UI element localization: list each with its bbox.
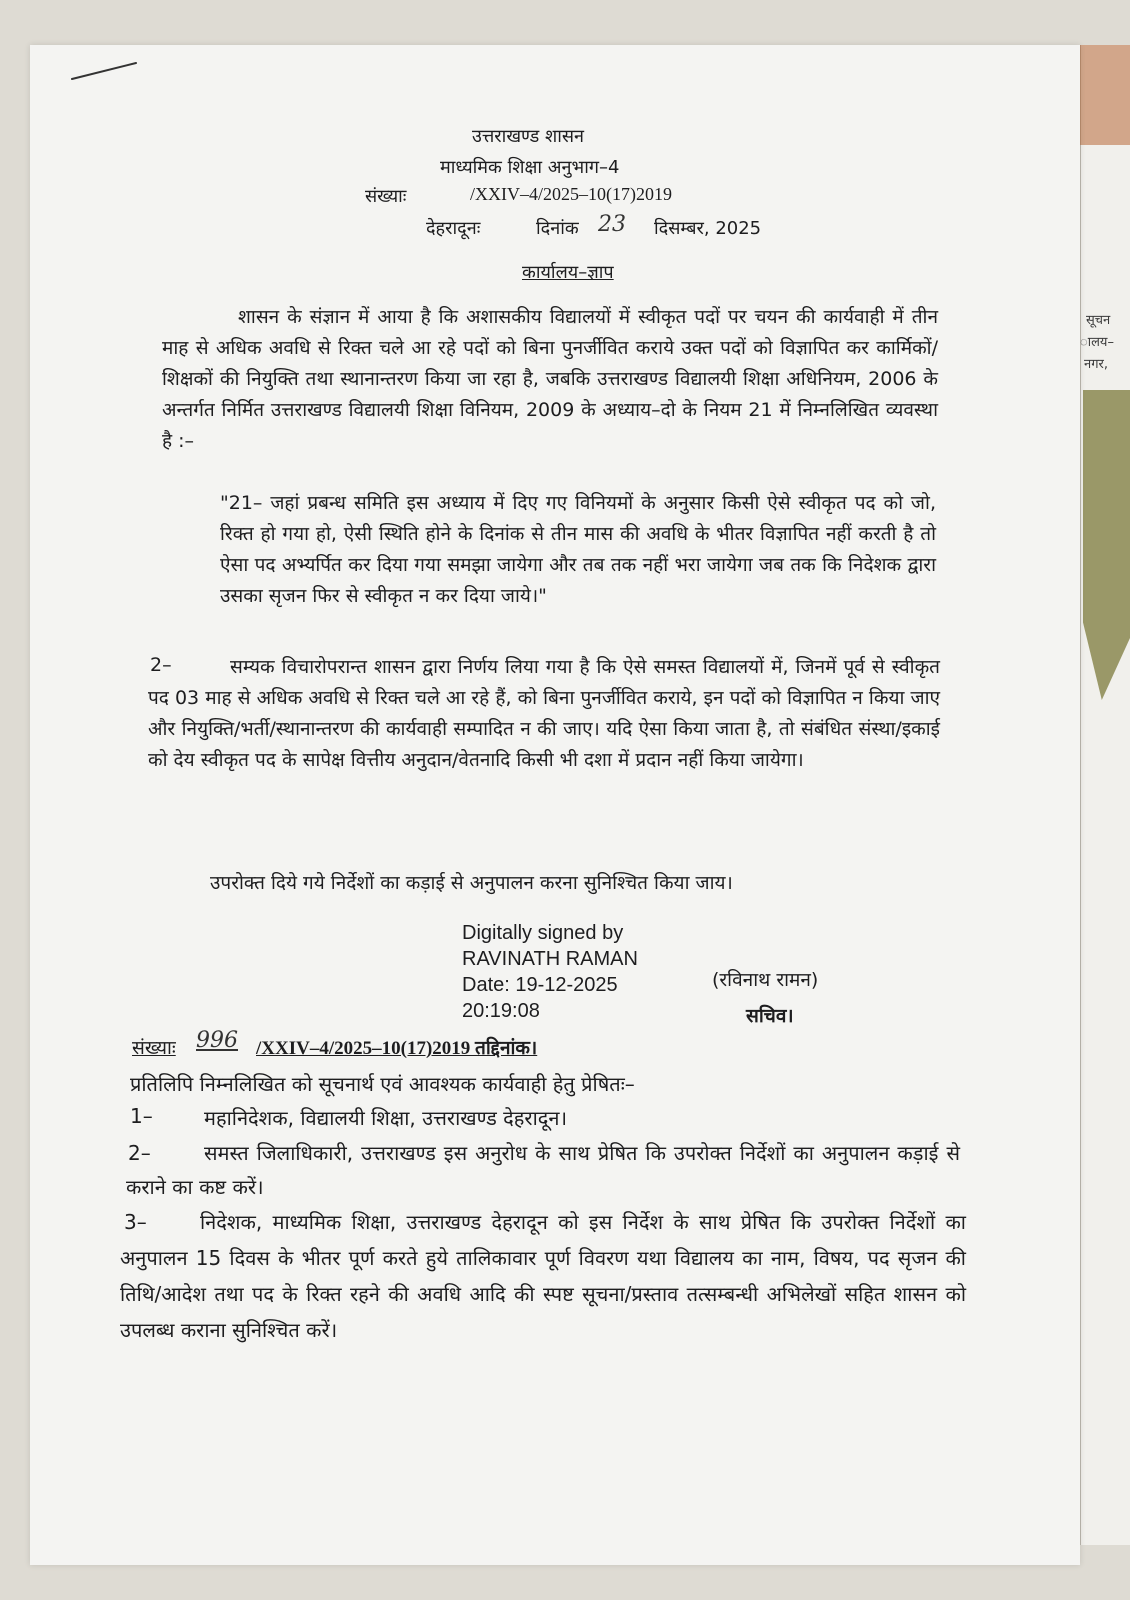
govt-heading: उत्तराखण्ड शासन xyxy=(472,126,585,147)
paragraph-2: सम्यक विचारोपरान्त शासन द्वारा निर्णय लिया गया है कि ऐसे समस्त विद्यालयों में, जिनमें पूर्व से स्वीकृत पद 03 माह से अधिक अवधि से रिक्त चले आ रहे हैं, को बिना पुनर्जीवित कराये, इन पदों को विज्ञापित न किया जाए और नियुक्ति/भर्ती/स्थानान्तरण की कार्यवाही सम्पादित न की जाए। यदि ऐसा किया जाता है, तो संबंधित संस्था/इकाई को देय स्वीकृत पद के सापेक्ष वित्तीय अनुदान/वेतनादि किसी भी दशा में प्रदान नहीं किया जायेगा। xyxy=(148,656,940,771)
copy-item-number: 1– xyxy=(130,1104,153,1128)
copy-item-number: 3– xyxy=(124,1210,147,1234)
signatory-designation: सचिव। xyxy=(746,1005,794,1027)
copy-handwritten-number: 996 xyxy=(196,1028,238,1053)
order-number: /XXIV–4/2025–10(17)2019 xyxy=(470,184,672,204)
side-fragment: नगर, xyxy=(1084,357,1108,372)
date-suffix: दिसम्बर, 2025 xyxy=(654,218,762,239)
paragraph-1: शासन के संज्ञान में आया है कि अशासकीय विद्यालयों में स्वीकृत पदों पर चयन की कार्यवाही में तीन माह से अधिक अवधि से रिक्त चले आ रहे पदों को बिना पुनर्जीवित कराये उक्त पदों को विज्ञापित कर कार्मिकों/शिक्षकों की नियुक्ति तथा स्थानान्तरण किया जा रहा है, जबकि उत्तराखण्ड विद्यालयी शिक्षा अधिनियम, 2006 के अन्तर्गत निर्मित उत्तराखण्ड विद्यालयी शिक्षा विनियम, 2009 के अध्याय–दो के नियम 21 में निम्नलिखित व्यवस्था है :– xyxy=(162,306,938,452)
copy-item: महानिदेशक, विद्यालयी शिक्षा, उत्तराखण्ड देहरादून। xyxy=(204,1106,568,1130)
signatory-name: (रविनाथ रामन) xyxy=(712,969,819,991)
side-fragment: ालय– xyxy=(1080,335,1114,350)
section-heading: माध्यमिक शिक्षा अनुभाग–4 xyxy=(440,157,620,178)
copy-intro: प्रतिलिपि निम्नलिखित को सूचनार्थ एवं आवश्यक कार्यवाही हेतु प्रेषितः– xyxy=(130,1072,635,1096)
number-label: संख्याः xyxy=(365,186,407,207)
paragraph-3: उपरोक्त दिये गये निर्देशों का कड़ाई से अनुपालन करना सुनिश्चित किया जाय। xyxy=(210,872,733,894)
paragraph-2-number: 2– xyxy=(150,654,172,676)
copy-number: /XXIV–4/2025–10(17)2019 तद्दिनांक। xyxy=(256,1038,538,1059)
copy-item: समस्त जिलाधिकारी, उत्तराखण्ड इस अनुरोध के साथ प्रेषित कि उपरोक्त निर्देशों का अनुपालन कड़ाई से कराने का कष्ट करें। xyxy=(126,1141,960,1199)
adjacent-page-edge xyxy=(1080,45,1130,1545)
rule-quote: "21– जहां प्रबन्ध समिति इस अध्याय में दिए गए विनियमों के अनुसार किसी ऐसे स्वीकृत पद को जो, रिक्त हो गया हो, ऐसी स्थिति होने के दिनांक से तीन मास की अवधि के भीतर विज्ञापित नहीं करती है तो ऐसा पद अभ्यर्पित कर दिया गया समझा जायेगा और तब तक नहीं भरा जायेगा जब तक कि निदेशक द्वारा उसका सृजन फिर से स्वीकृत न कर दिया जाये।" xyxy=(220,492,936,607)
place-label: देहरादूनः xyxy=(426,218,481,239)
handwritten-date: 23 xyxy=(598,212,626,237)
adjacent-page-corner xyxy=(1080,45,1130,145)
memo-title: कार्यालय–ज्ञाप xyxy=(522,262,614,283)
copy-number-label: संख्याः xyxy=(132,1037,176,1059)
copy-item-number: 2– xyxy=(128,1141,151,1165)
date-prefix: दिनांक xyxy=(536,218,579,239)
side-fragment: सूचन xyxy=(1086,313,1111,328)
digital-signature: Digitally signed by RAVINATH RAMAN Date: 19-12-2025 20:19:08 xyxy=(462,922,638,1022)
copy-item: निदेशक, माध्यमिक शिक्षा, उत्तराखण्ड देहरादून को इस निर्देश के साथ प्रेषित कि उपरोक्त निर्देशों का अनुपालन 15 दिवस के भीतर पूर्ण करते हुये तालिकावार पूर्ण विवरण यथा विद्यालय का नाम, विषय, पद सृजन की तिथि/आदेश तथा पद के रिक्त रहने की अवधि आदि की स्पष्ट सूचना/प्रस्ताव तत्सम्बन्धी अभिलेखों सहित शासन को उपलब्ध कराना सुनिश्चित करें। xyxy=(120,1210,966,1342)
